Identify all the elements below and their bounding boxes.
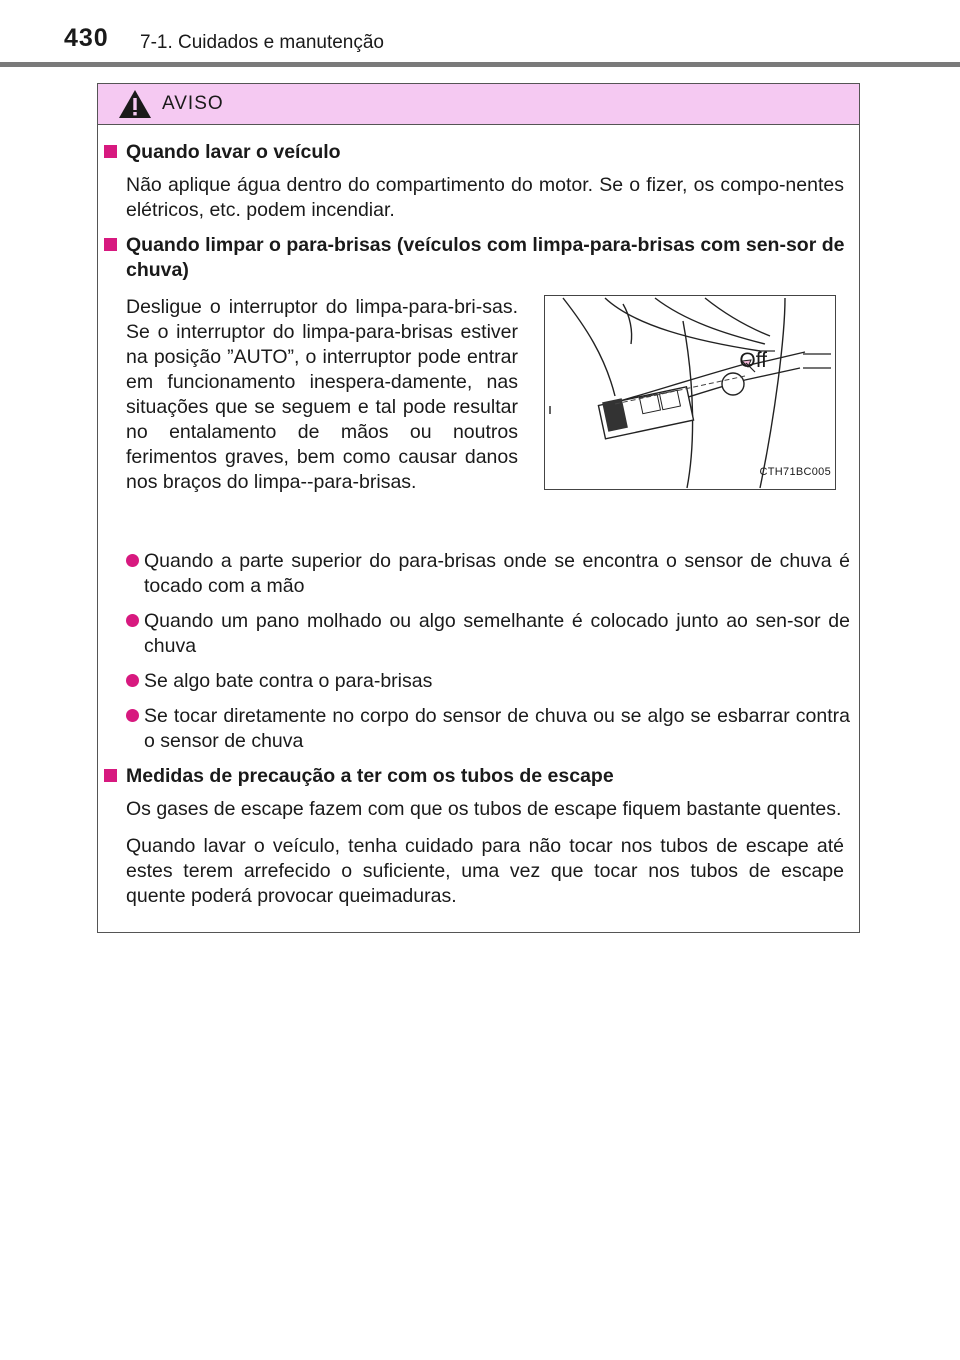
warning-header [98, 84, 859, 125]
square-bullet-icon [104, 145, 117, 158]
figure-code: CTH71BC005 [759, 466, 831, 478]
round-bullet-icon [126, 614, 139, 627]
windshield-split [98, 295, 858, 549]
heading-washing: Quando lavar o veículo [100, 140, 850, 165]
page-number: 430 [64, 24, 109, 52]
wiper-switch-figure [544, 295, 836, 490]
round-bullet-icon [126, 554, 139, 567]
paragraph-washing: Não aplique água dentro do compartimento do motor. Se o fizer, os compo-nentes elétricos, etc. podem incendiar. [126, 174, 844, 221]
section-title: 7-1. Cuidados e manutenção [140, 32, 384, 53]
square-bullet-icon [104, 238, 117, 251]
warning-title: AVISO [162, 93, 224, 114]
bullet-item: Se tocar diretamente no corpo do sensor de chuva ou se algo se esbarrar contra o sensor de chuva [98, 704, 850, 754]
bullet-item: Se algo bate contra o para-brisas [98, 669, 850, 694]
round-bullet-icon [126, 674, 139, 687]
square-bullet-icon [104, 769, 117, 782]
bullet-item: Quando um pano molhado ou algo semelhante é colocado junto ao sen-sor de chuva [98, 609, 850, 659]
warning-content [98, 140, 858, 909]
paragraph-windshield: Desligue o interruptor do limpa-para-bri-sas. Se o interruptor do limpa-para-brisas estiver na posição ”AUTO”, o interruptor pode entrar em funcionamento inespera-damente, nas situações que se seguem e tal pode resultar no entalamento de mãos ou noutros ferimentos graves, bem como causar danos nos braços do limpa--para-brisas. [126, 296, 518, 493]
round-bullet-icon [126, 709, 139, 722]
header-rule [0, 62, 960, 67]
figure-label-off: Off [739, 349, 767, 372]
paragraph-exhaust-2: Quando lavar o veículo, tenha cuidado para não tocar nos tubos de escape até estes terem arrefecido o suficiente, uma vez que tocar nos tubos de escape quente poderá provocar queimaduras. [126, 835, 844, 907]
heading-exhaust: Medidas de precaução a ter com os tubos de escape [100, 764, 850, 789]
warning-triangle-icon [118, 89, 152, 119]
bullet-item: Quando a parte superior do para-brisas onde se encontra o sensor de chuva é tocado com a mão [98, 549, 850, 599]
warning-box [97, 83, 860, 933]
heading-windshield: Quando limpar o para-brisas (veículos com limpa-para-brisas com sen-sor de chuva) [100, 233, 850, 283]
paragraph-exhaust-1: Os gases de escape fazem com que os tubos de escape fiquem bastante quentes. [126, 798, 842, 820]
